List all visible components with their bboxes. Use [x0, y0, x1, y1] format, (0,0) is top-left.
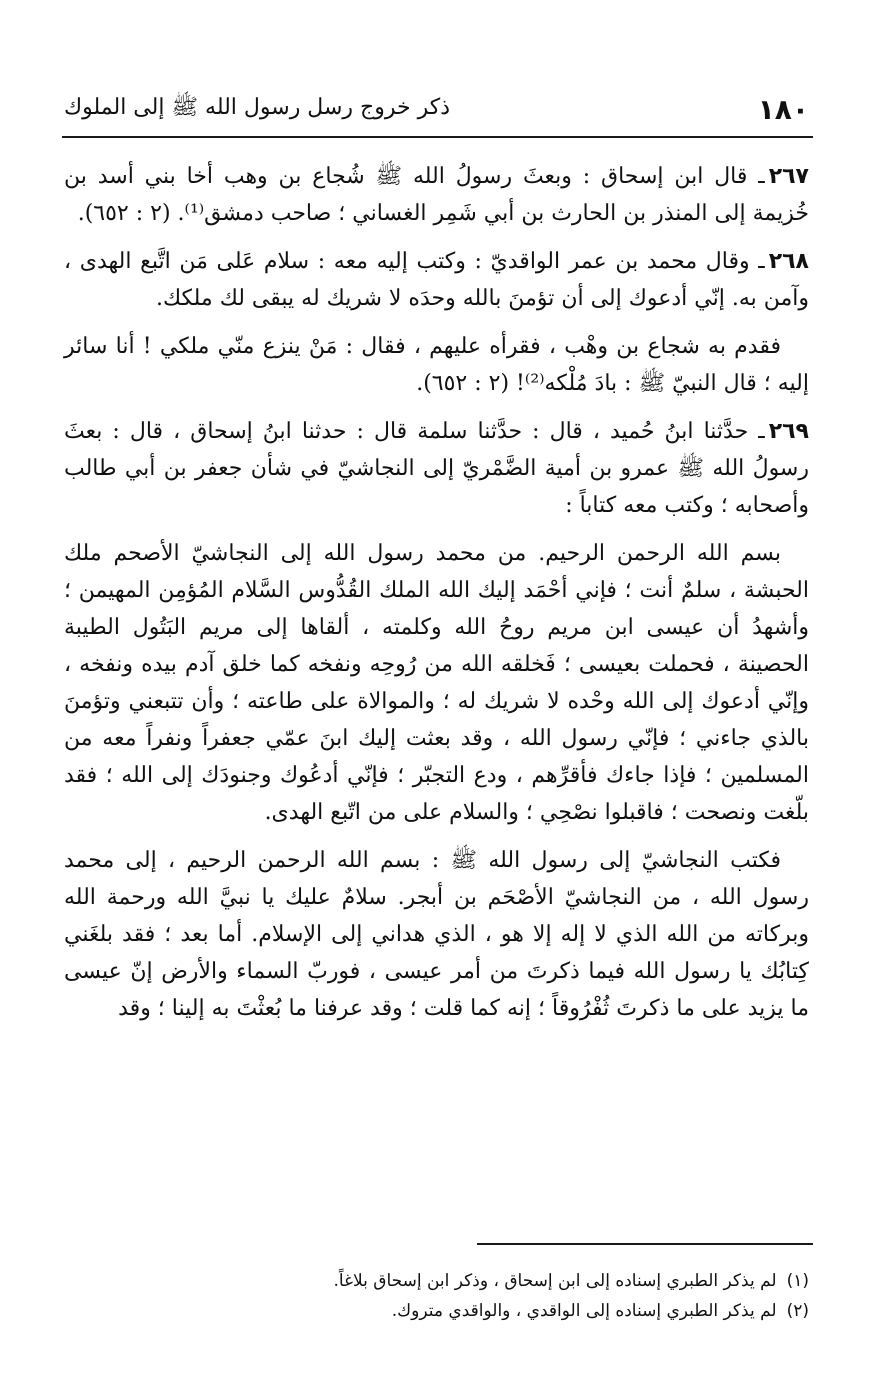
footnote-text: لم يذكر الطبري إسناده إلى الواقدي ، والواقدي متروك. [391, 1301, 777, 1321]
footnote-separator [477, 1243, 813, 1245]
footnote-mark: (٢) [786, 1301, 809, 1321]
footnote-text: لم يذكر الطبري إسناده إلى ابن إسحاق ، وذكر ابن إسحاق بلاغاً. [333, 1271, 777, 1291]
page-number: ١٨٠ [757, 92, 809, 126]
paragraph [64, 328, 809, 402]
body-text [64, 158, 809, 1038]
entry-text: ـ قال ابن إسحاق : وبعثَ رسولُ الله ﷺ شُجاع بن وهب أخا بني أسد بن خُزيمة إلى المنذر بن الحارث بن أبي شَمِر الغساني ؛ صاحب دمشق⁽¹⁾. (٢ : ٦٥٢). [64, 164, 809, 226]
entry-267 [64, 158, 809, 232]
header-rule [62, 136, 813, 138]
running-title: ذكر خروج رسل رسول الله ﷺ إلى الملوك [64, 95, 450, 120]
entry-number: ٢٦٨ [768, 249, 809, 274]
paragraph-text: فقدم به شجاع بن وهْب ، فقرأه عليهم ، فقال : مَنْ ينزع منّي ملكي ! أنا سائر إليه ؛ قال النبيّ ﷺ : بادَ مُلْكه⁽²⁾! (٢ : ٦٥٢). [64, 334, 809, 396]
entry-text: ـ وقال محمد بن عمر الواقديّ : وكتب إليه معه : سلام عَلى مَن اتَّبع الهدى ، وآمن به. إنّي أدعوك إلى أن تؤمنَ بالله وحدَه لا شريك له يبقى لك ملكك. [64, 249, 809, 311]
entry-number: ٢٦٧ [768, 164, 809, 189]
footnotes [64, 1266, 809, 1326]
paragraph-text: بسم الله الرحمن الرحيم. من محمد رسول الله إلى النجاشيّ الأصحم ملك الحبشة ، سلمٌ أنت ؛ فإني أحْمَد إليك الله الملك القُدُّوس السَّلام المُؤمِن المهيمن ؛ وأشهدُ أن عيسى ابن مريم روحُ الله وكلمته ، ألقاها إلى مريم البَتُول الطيبة الحصينة ، فحملت بعيسى ؛ فَخلقه الله من رُوحِه ونفخه كما خلق آدم بيده ونفخه ، وإنّي أدعوك إلى الله وحْده لا شريك له ؛ والموالاة على طاعته ؛ وأن تتبعني وتؤمنَ بالذي جاءني ؛ فإنّي رسول الله ، وقد بعثت إليك ابنَ عمّي جعفراً ونفراً معه من المسلمين ؛ فإذا جاءك فأقرِّهم ، ودع التجبّر ؛ فإنّي أدعُوك وجنودَك إلى الله ؛ فقد بلّغت ونصحت ؛ فاقبلوا نصْحِي ؛ والسلام على من اتّبع الهدى. [64, 541, 809, 825]
entry-number: ٢٦٩ [768, 419, 809, 444]
entry-text: ـ حدَّثنا ابنُ حُميد ، قال : حدَّثنا سلمة قال : حدثنا ابنُ إسحاق ، قال : بعثَ رسولُ الله ﷺ عمرو بن أمية الضَّمْريّ إلى النجاشيّ في شأن جعفر بن أبي طالب وأصحابه ؛ وكتب معه كتاباً : [64, 419, 809, 518]
letter-paragraph [64, 535, 809, 831]
footnote-mark: (١) [786, 1271, 809, 1291]
entry-268 [64, 243, 809, 317]
page-header [64, 86, 809, 132]
entry-269 [64, 413, 809, 524]
reply-paragraph [64, 842, 809, 1027]
footnote-1 [64, 1266, 809, 1296]
paragraph-text: فكتب النجاشيّ إلى رسول الله ﷺ : بسم الله الرحمن الرحيم ، إلى محمد رسول الله ، من النجاشيّ الأصْحَم بن أبجر. سلامٌ عليك يا نبيَّ الله ورحمة الله وبركاته من الله الذي لا إله إلا هو ، الذي هداني إلى الإسلام. أما بعد ؛ فقد بلغَني كِتابُك يا رسول الله فيما ذكرتَ من أمر عيسى ، فوربّ السماء والأرض إنّ عيسى ما يزيد على ما ذكرتَ ثُفْرُوقاً ؛ إنه كما قلت ؛ وقد عرفنا ما بُعثْتَ به إلينا ؛ وقد [64, 848, 809, 1021]
footnote-2 [64, 1296, 809, 1326]
